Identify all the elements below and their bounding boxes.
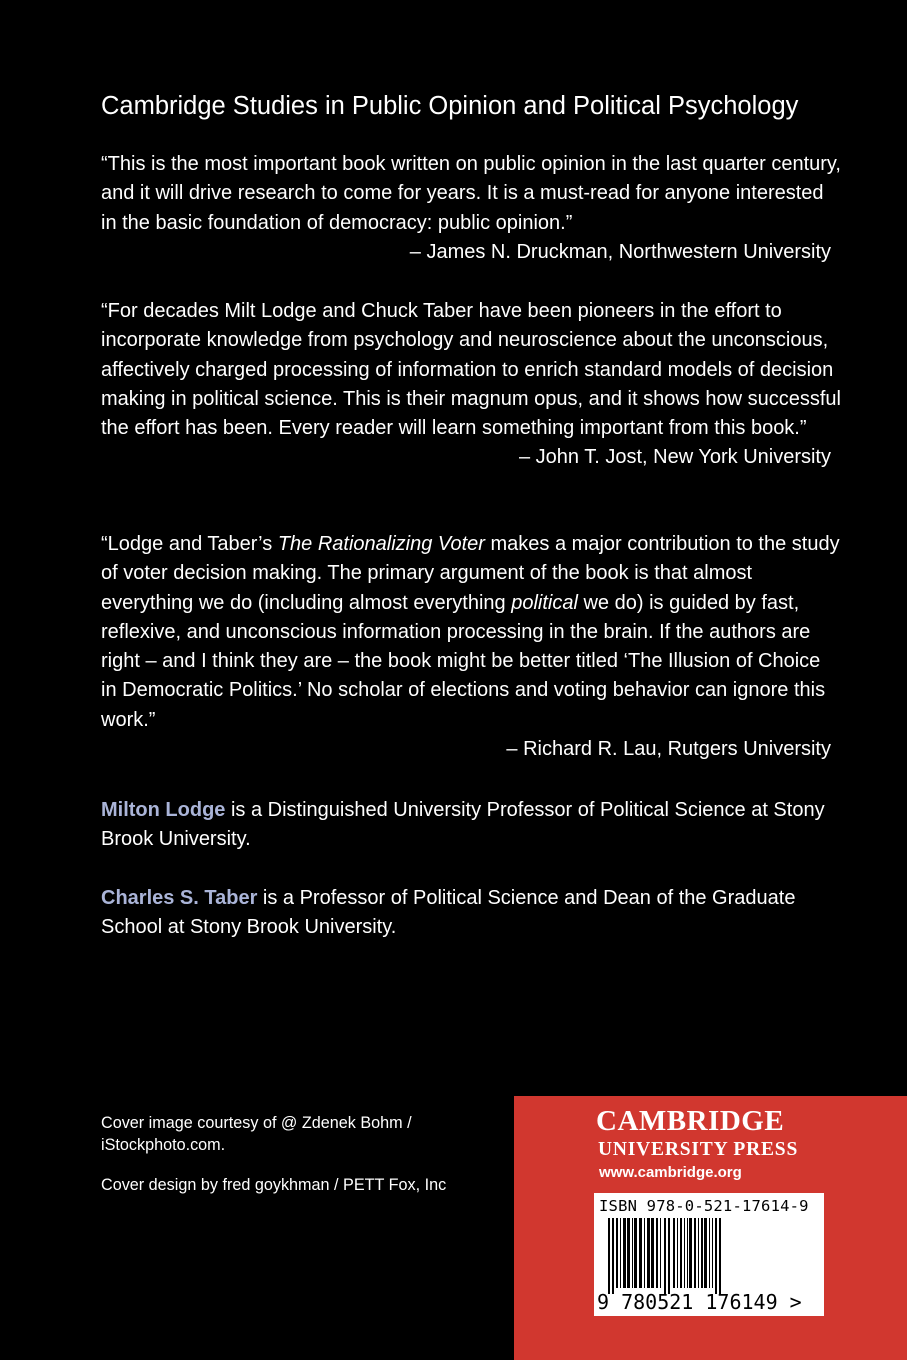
publisher-subtitle: UNIVERSITY PRESS (598, 1139, 799, 1160)
barcode-bar (715, 1218, 717, 1294)
barcode-bar (694, 1218, 696, 1288)
barcode-bar (612, 1218, 614, 1294)
barcode-bar (623, 1218, 626, 1288)
barcode-bar (632, 1218, 633, 1288)
barcode-bar (709, 1218, 710, 1288)
barcode-bar (719, 1218, 721, 1294)
review-quote-3 (101, 530, 841, 764)
barcode-bars (606, 1218, 812, 1294)
barcode-bar (712, 1218, 713, 1288)
barcode-bar (680, 1218, 682, 1288)
author-bio-lodge: Milton Lodge is a Distinguished University Professor of Political Science at Stony Brook University. (101, 799, 825, 851)
barcode-digits: 9 780521 176149 > (597, 1290, 802, 1314)
barcode-bar (673, 1218, 675, 1288)
series-title: Cambridge Studies in Public Opinion and Political Psychology (101, 92, 799, 120)
barcode-bar (698, 1218, 699, 1288)
isbn-label: ISBN 978-0-521-17614-9 (599, 1197, 809, 1215)
book-title: The Rationalizing Voter (277, 533, 485, 555)
barcode-bar (664, 1218, 666, 1294)
barcode-bar (647, 1218, 650, 1288)
cover-design-credit: Cover design by fred goykhman / PETT Fox, Inc (101, 1176, 447, 1194)
author-bio-taber: Charles S. Taber is a Professor of Political Science and Dean of the Graduate School at Stony Brook University. (101, 887, 796, 939)
barcode-bar (644, 1218, 645, 1288)
publisher-logo: CAMBRIDGE (596, 1105, 785, 1137)
quote-attribution: – John T. Jost, New York University (519, 446, 831, 469)
barcode-bar (627, 1218, 630, 1288)
quote-attribution: – Richard R. Lau, Rutgers University (506, 738, 831, 761)
cover-image-credit: Cover image courtesy of @ Zdenek Bohm / iStockphoto.com. (101, 1114, 412, 1154)
barcode-bar (608, 1218, 610, 1294)
barcode-bar (651, 1218, 654, 1288)
quote-text: “For decades Milt Lodge and Chuck Taber have been pioneers in the effort to incorporate knowledge from psychology and neuroscience about the unconscious, affectively charged processing of information to enrich standard models of decision making in political science. This is their magnum opus, and it shows how successful the effort has been. Every reader will learn something important from this book.” (101, 300, 841, 440)
barcode-bar (656, 1218, 658, 1288)
barcode-bar (684, 1218, 685, 1288)
quote-text: “Lodge and Taber’s The Rationalizing Voter makes a major contribution to the study of voter decision making. The primary argument of the book is that almost everything we do (including almost everything political we do) is guided by fast, reflexive, and unconscious information processing in the brain. If the authors are right – and I think they are – the book might be better titled ‘The Illusion of Choice in Democratic Politics.’ No scholar of elections and voting behavior can ignore this work.” (101, 533, 840, 731)
barcode-bar (634, 1218, 637, 1288)
quote-attribution: – James N. Druckman, Northwestern University (409, 240, 831, 263)
isbn-barcode (594, 1193, 824, 1316)
barcode-bar (620, 1218, 621, 1288)
quote-text: “This is the most important book written on public opinion in the last quarter century, and it will drive research to come for years. It is a must-read for anyone interested in the basic foundation of democracy: public opinion.” (101, 153, 841, 234)
barcode-bar (660, 1218, 661, 1288)
barcode-bar (701, 1218, 703, 1288)
barcode-bar (639, 1218, 642, 1288)
author-name: Charles S. Taber (101, 887, 258, 909)
review-quote-2 (101, 297, 841, 473)
barcode-bar (687, 1218, 688, 1288)
publisher-website: www.cambridge.org (599, 1164, 742, 1181)
emphasis: political (511, 591, 578, 614)
review-quote-1 (101, 150, 841, 267)
barcode-bar (677, 1218, 678, 1288)
barcode-bar (689, 1218, 692, 1288)
author-name: Milton Lodge (101, 799, 226, 821)
barcode-bar (616, 1218, 618, 1288)
barcode-bar (704, 1218, 707, 1288)
barcode-bar (668, 1218, 670, 1294)
